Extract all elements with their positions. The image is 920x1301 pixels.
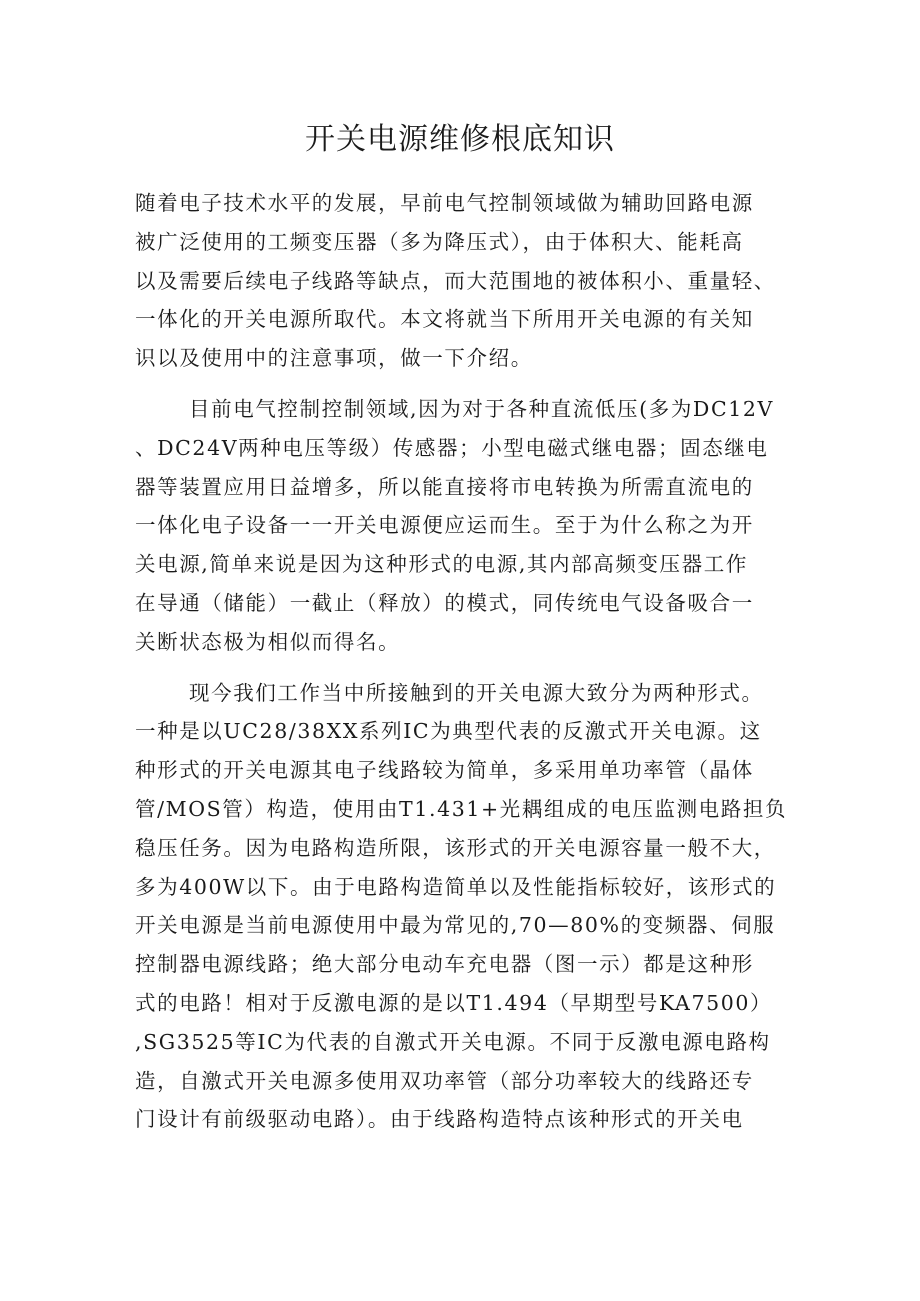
text-line: 造，自激式开关电源多使用双功率管（部分功率较大的线路还专: [135, 1068, 754, 1093]
text-line: 随着电子技术水平的发展，早前电气控制领域做为辅助回路电源: [135, 191, 754, 215]
text-line: 在导通（储能）一截止（释放）的模式，同传统电气设备吸合一: [135, 590, 754, 615]
text-line: 多为400W以下。由于电路构造简单以及性能指标较好，该形式的: [135, 874, 777, 899]
text-line: 控制器电源线路；绝大部分电动车充电器（图一示）都是这种形: [135, 952, 754, 977]
text-line: 现今我们工作当中所接触到的开关电源大致分为两种形式。: [189, 680, 764, 705]
text-line: 管/MOS管）构造，使用由T1.431+光耦组成的电压监测电路担负: [135, 796, 788, 821]
document-title: 开关电源维修根底知识: [305, 122, 615, 157]
text-line: 种形式的开关电源其电子线路较为简单，多采用单功率管（晶体: [135, 758, 754, 783]
text-line: 关断状态极为相似而得名。: [135, 629, 401, 654]
paragraph-types: [135, 674, 795, 1140]
document-body: [135, 184, 795, 1151]
text-line: 一种是以UC28/38XX系列IC为典型代表的反激式开关电源。这: [135, 719, 762, 744]
text-line: 门设计有前级驱动电路）。由于线路构造特点该种形式的开关电: [135, 1107, 744, 1132]
text-line: 器等装置应用日益增多，所以能直接将市电转换为所需直流电的: [135, 474, 754, 499]
text-line: 识以及使用中的注意事项，做一下介绍。: [135, 346, 533, 371]
paragraph-background: [135, 390, 795, 662]
text-line: 一体化的开关电源所取代。本文将就当下所用开关电源的有关知: [135, 307, 754, 332]
text-line: 开关电源是当前电源使用中最为常见的,70—80%的变频器、伺服: [135, 913, 776, 938]
paragraph-intro: [135, 184, 795, 378]
text-line: 关电源,简单来说是因为这种形式的电源,其内部高频变压器工作: [135, 552, 748, 577]
text-line: 一体化电子设备一一开关电源便应运而生。至于为什么称之为开: [135, 513, 754, 538]
text-line: 目前电气控制控制领域,因为对于各种直流低压(多为DC12V: [189, 396, 774, 421]
text-line: 被广泛使用的工频变压器（多为降压式），由于体积大、能耗高: [135, 229, 744, 254]
text-line: 、DC24V两种电压等级）传感器；小型电磁式继电器；固态继电: [135, 435, 769, 460]
text-line: 式的电路！相对于反激电源的是以T1.494（早期型号KA7500）: [135, 990, 773, 1015]
text-line: ,SG3525等IC为代表的自激式开关电源。不同于反激电源电路构: [135, 1029, 771, 1054]
text-line: 稳压任务。因为电路构造所限，该形式的开关电源容量一般不大，: [135, 835, 776, 860]
text-line: 以及需要后续电子线路等缺点，而大范围地的被体积小、重量轻、: [135, 268, 776, 293]
